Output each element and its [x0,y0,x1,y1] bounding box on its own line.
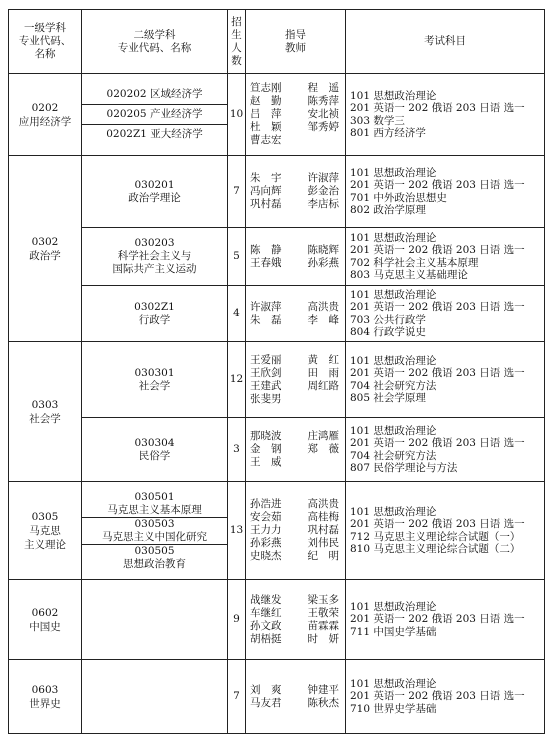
level2-subject-line: 0302Z1 [134,300,175,313]
level2-subject-item [82,491,227,517]
tutor-name: 朱 宇 [250,172,282,184]
level1-subject-line: 主义理论 [24,538,66,551]
header-level1-line: 专业代码、 [18,35,72,47]
tutor-name: 李 峰 [307,313,339,326]
tutor-name: 金 钢 [250,443,282,455]
exam-subject-line: 802 政治学原理 [350,204,426,216]
tutor-name: 王 威 [250,456,282,468]
level2-subject-line: 思想政治教育 [123,557,186,570]
exam-subject-line: 701 中外政治思想史 [350,191,447,204]
tutors-cell [246,660,346,734]
level2-subject-line: 030503 [134,517,175,530]
exam-subjects-cell [346,580,545,660]
enrollment-count: 7 [228,660,246,734]
tutor-name: 孙浩进 [250,498,282,510]
enrollment-count: 7 [228,156,246,228]
level2-subject-item [82,544,227,571]
exam-subject-line: 804 行政学说史 [350,326,426,338]
tutors-cell [246,342,346,418]
exam-subject-line: 101 思想政治理论 [350,89,437,102]
tutor-name: 胡梧挺 [250,632,282,645]
enrollment-table [8,9,545,734]
level2-subject-line: 030501 [134,490,175,503]
tutor-name: 王爱丽 [250,353,282,366]
tutors-cell [246,286,346,342]
exam-subject-line: 710 世界史学基础 [350,702,437,715]
tutor-name: 陈 静 [250,243,282,256]
exam-subject-line: 711 中国史学基础 [350,625,437,638]
exam-subject-line: 810 马克思主义理论综合试题（二） [350,543,521,555]
tutor-line [250,95,345,108]
exam-subject-line: 101 思想政治理论 [350,231,437,244]
tutor-name: 史晓杰 [250,550,282,562]
tutor-name: 高洪贵 [307,498,339,510]
tutor-name: 周红路 [307,379,339,392]
tutor-name: 程 遥 [307,82,339,94]
level1-subject-line: 中国史 [29,620,61,633]
table-row [9,660,545,734]
exam-subject-line: 101 思想政治理论 [350,505,437,518]
tutor-name: 车继红 [250,606,282,619]
tutors-cell [246,156,346,228]
enrollment-count: 4 [228,286,246,342]
tutor-name: 陈秋杰 [307,696,339,709]
tutor-name: 郑 薇 [307,443,339,455]
exam-subject-line: 201 英语一 202 俄语 203 日语 选一 [350,690,525,703]
tutor-name: 李店标 [307,198,339,210]
tutor-name: 笪志刚 [250,82,282,94]
tutor-name: 王敬荣 [307,606,339,619]
tutor-name: 安会茹 [250,511,282,523]
level1-subject-line: 0303 [31,398,59,411]
exam-subject-line: 201 英语一 202 俄语 203 日语 选一 [350,518,525,530]
exam-subjects-cell [346,228,545,286]
level1-subject-cell [9,660,82,734]
tutor-line [250,367,345,380]
table-row [9,580,545,660]
exam-subject-line: 201 英语一 202 俄语 203 日语 选一 [350,367,525,379]
level2-subject-list [82,491,227,571]
tutor-name: 王春娥 [250,256,282,269]
level2-subject-line: 030301 [134,366,175,379]
tutor-name: 庄鸿雁 [307,430,339,442]
tutor-line [250,456,345,469]
exam-subject-line: 201 英语一 202 俄语 203 日语 选一 [350,301,525,313]
exam-subject-line: 101 思想政治理论 [350,166,437,179]
exam-subjects-cell [346,418,545,482]
exam-subjects-cell [346,660,545,734]
level1-subject-cell [9,74,82,156]
tutor-line [250,393,345,406]
tutor-name: 许淑萍 [250,300,282,313]
level2-subject-cell [82,342,228,418]
exam-subject-line: 101 思想政治理论 [350,288,437,301]
level2-subject-line: 民俗学 [138,449,171,462]
level1-subject-cell [9,342,82,482]
level1-subject-line: 0305 [31,510,59,523]
tutor-name: 钟建平 [307,683,339,696]
level1-subject-cell [9,580,82,660]
level2-subject-line: 马克思主义中国化研究 [102,530,207,543]
tutor-line [250,537,345,550]
header-row [9,10,545,74]
level2-subject-line: 科学社会主义与 [117,250,192,262]
tutor-name: 巩村磊 [250,198,282,210]
level2-subject-cell [82,482,228,580]
header-level1 [9,10,82,74]
header-level1-line: 名称 [34,48,56,60]
exam-subject-line: 807 民俗学理论与方法 [350,462,458,474]
level2-subject-cell [82,156,228,228]
header-tutors-line: 教师 [285,41,306,54]
tutor-name: 战继发 [250,593,282,606]
tutor-name: 纪 明 [307,550,339,562]
level2-subject-cell [82,580,228,660]
tutor-line [250,314,345,327]
enrollment-count: 10 [228,74,246,156]
tutor-line [250,430,345,443]
level1-subject-cell [9,482,82,580]
tutor-name: 那晓波 [250,430,282,442]
exam-subject-line: 101 思想政治理论 [350,354,437,367]
tutor-line [250,257,345,270]
tutor-name: 时 妍 [307,632,339,645]
tutor-name: 孙彩燕 [307,256,339,269]
tutor-line [250,82,345,95]
exam-subject-line: 712 马克思主义理论综合试题（一） [350,530,521,543]
header-tutors-line: 指导 [285,28,306,41]
level2-subject-cell [82,418,228,482]
exam-subjects-cell [346,286,545,342]
tutor-line [250,550,345,563]
tutor-name: 朱 磊 [250,313,282,326]
enrollment-count: 12 [228,342,246,418]
tutor-line [250,443,345,456]
exam-subject-line: 201 英语一 202 俄语 203 日语 选一 [350,613,525,626]
tutor-name: 黄 红 [307,353,339,366]
tutor-name: 彭金治 [307,185,339,197]
level2-subject-cell [82,286,228,342]
tutor-line [250,607,345,620]
level2-subject-line: 030505 [134,544,175,557]
tutor-name: 王力力 [250,524,282,536]
tutor-name: 许淑萍 [307,172,339,184]
exam-subjects-cell [346,342,545,418]
table-row [9,156,545,228]
exam-subject-line: 704 社会研究方法 [350,379,437,392]
level2-subject-cell [82,74,228,156]
exam-subject-line: 702 科学社会主义基本原理 [350,256,479,269]
tutor-line [250,633,345,646]
exam-subject-line: 101 思想政治理论 [350,677,437,690]
exam-subject-line: 303 数学三 [350,114,405,127]
enrollment-count: 3 [228,418,246,482]
tutor-line [250,244,345,257]
tutor-name: 苗霖霖 [307,619,339,632]
tutors-cell [246,418,346,482]
header-exams-label: 考试科目 [424,35,466,47]
tutors-cell [246,228,346,286]
level1-subject-line: 0603 [31,683,59,696]
tutor-name: 刘伟民 [307,537,339,549]
level2-subject-cell [82,228,228,286]
level2-subject-item [82,517,227,544]
tutor-line [250,594,345,607]
header-level2 [82,10,228,74]
exam-subject-line: 201 英语一 202 俄语 203 日语 选一 [350,102,525,114]
level1-subject-line: 政治学 [29,249,61,262]
exam-subject-line: 703 公共行政学 [350,313,426,326]
tutors-cell [246,482,346,580]
tutor-name: 高桂梅 [307,511,339,523]
level2-subject-line: 0202Z1 亚大经济学 [82,124,227,144]
table-row [9,342,545,418]
level1-subject-line: 世界史 [29,697,61,710]
level2-subject-line: 030203 [134,237,175,249]
level2-subject-line: 马克思主义基本原理 [107,503,202,516]
tutor-line [250,134,345,147]
level1-subject-line: 社会学 [29,412,61,425]
header-count-char: 数 [231,54,242,67]
tutor-name: 赵 勤 [250,95,282,107]
tutor-line [250,620,345,633]
tutor-name: 张斐男 [250,392,282,405]
tutor-line [250,354,345,367]
level2-subject-line: 社会学 [138,379,171,392]
tutor-line [250,301,345,314]
exam-subject-line: 801 西方经济学 [350,127,426,139]
tutor-line [250,121,345,134]
level2-subject-line: 020202 区域经济学 [106,88,203,100]
tutor-line [250,108,345,121]
table-row [9,228,545,286]
header-count-char: 生 [231,28,242,41]
level2-subject-line: 行政学 [138,313,171,326]
table-row [9,74,545,156]
tutor-line [250,198,345,211]
tutor-name: 杜 颖 [250,121,282,133]
header-level2-line: 专业代码、名称 [117,41,192,54]
exam-subject-line: 101 思想政治理论 [350,424,437,437]
header-tutors [246,10,346,74]
exam-subject-line: 201 英语一 202 俄语 203 日语 选一 [350,179,525,191]
level2-subject-cell [82,660,228,734]
tutor-line [250,684,345,697]
exam-subject-line: 101 思想政治理论 [350,600,437,613]
exam-subject-line: 201 英语一 202 俄语 203 日语 选一 [350,437,525,449]
tutor-name: 巩村磊 [307,524,339,536]
table-row [9,482,545,580]
level2-subject-line: 030201 [134,178,175,191]
header-level2-line: 二级学科 [133,28,176,41]
exam-subjects-cell [346,74,545,156]
tutor-name: 孙彩燕 [250,537,282,549]
exam-subjects-cell [346,482,545,580]
exam-subject-line: 704 社会研究方法 [350,449,437,462]
tutors-cell [246,580,346,660]
tutor-name: 田 雨 [307,366,339,379]
tutor-name: 陈秀萍 [307,95,339,107]
enrollment-count: 5 [228,228,246,286]
level1-subject-line: 马克思 [29,524,61,537]
tutor-line [250,172,345,185]
tutor-name: 曹志宏 [250,134,282,146]
tutors-cell [246,74,346,156]
tutor-name: 陈晓辉 [307,243,339,256]
tutor-name: 安北祯 [307,108,339,120]
tutor-name: 梁玉多 [307,593,339,606]
enrollment-count: 13 [228,482,246,580]
tutor-line [250,697,345,710]
tutor-name: 邹秀婷 [307,121,339,133]
header-count [228,10,246,74]
header-count-char: 人 [231,41,242,54]
header-exams [346,10,545,74]
level2-subject-line: 政治学理论 [128,191,181,204]
tutor-name: 冯向辉 [250,185,282,197]
tutor-name: 王建武 [250,379,282,392]
level1-subject-line: 0202 [31,101,59,114]
exam-subject-line: 805 社会学原理 [350,392,426,404]
tutor-name: 刘 爽 [250,683,282,696]
header-count-char: 招 [231,15,242,28]
exam-subject-line: 803 马克思主义基础理论 [350,269,468,281]
level1-subject-line: 0302 [31,235,59,248]
tutor-name: 马友君 [250,696,282,709]
tutor-line [250,524,345,537]
header-level1-line: 一级学科 [24,22,66,34]
level1-subject-line: 0602 [31,606,59,619]
level2-subject-line: 国际共产主义运动 [112,263,197,275]
tutor-name: 吕 萍 [250,108,282,120]
tutor-line [250,380,345,393]
tutor-name: 王欣剑 [250,366,282,379]
table-row [9,418,545,482]
tutor-name: 高洪贵 [307,300,339,313]
level1-subject-cell [9,156,82,342]
level2-subject-line: 020205 产业经济学 [82,104,227,124]
exam-subject-line: 201 英语一 202 俄语 203 日语 选一 [350,244,525,256]
tutor-name: 孙文政 [250,619,282,632]
tutor-line [250,511,345,524]
enrollment-count: 9 [228,580,246,660]
table-row [9,286,545,342]
exam-subjects-cell [346,156,545,228]
tutor-line [250,498,345,511]
tutor-line [250,185,345,198]
level2-subject-line: 030304 [134,436,175,449]
level1-subject-line: 应用经济学 [18,115,72,128]
